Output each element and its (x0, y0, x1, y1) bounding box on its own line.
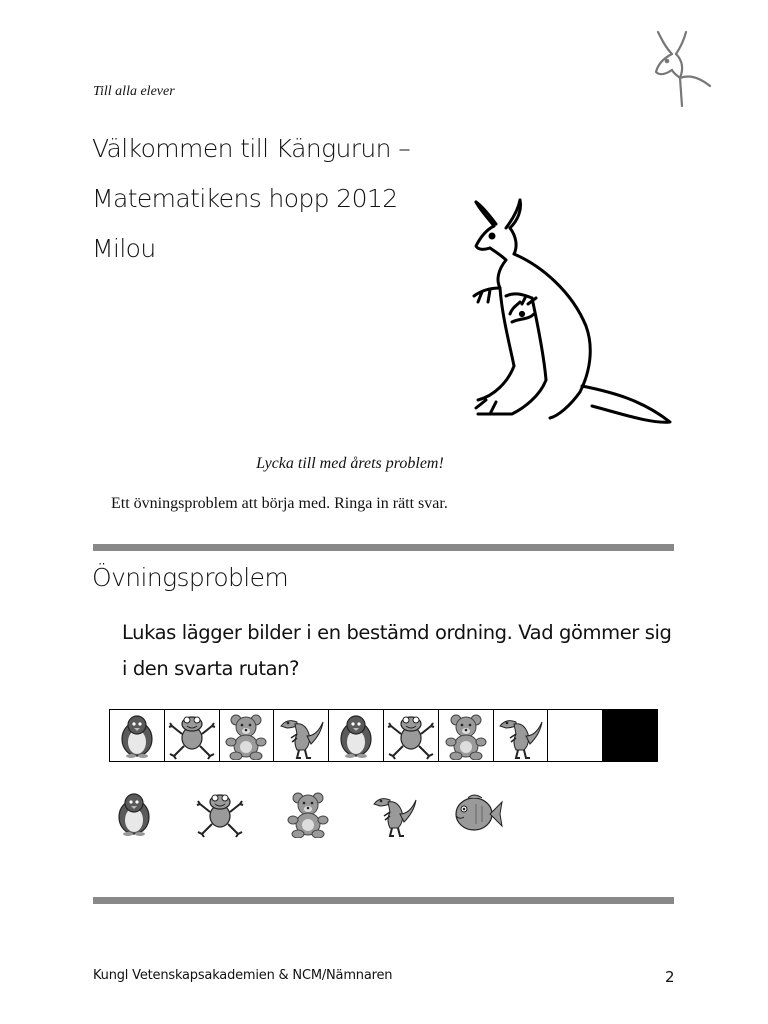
kangaroo-illustration (462, 196, 678, 432)
divider-bottom (93, 897, 674, 904)
page-title-line-2: Matematikens hopp 2012 (92, 184, 398, 213)
dinosaur-icon (277, 712, 325, 760)
frog-icon (387, 712, 435, 760)
sequence-cell-7 (439, 710, 494, 761)
page-number: 2 (665, 968, 675, 986)
penguin-icon (332, 712, 380, 760)
option-frog[interactable] (196, 790, 252, 846)
sequence-cell-empty (548, 710, 603, 761)
sequence-cell-3 (220, 710, 275, 761)
page-title-line-3: Milou (92, 234, 156, 263)
answer-options (110, 790, 550, 850)
teddy-bear-icon (442, 712, 490, 760)
kangaroo-logo-icon (650, 28, 725, 108)
sequence-cell-6 (384, 710, 439, 761)
frog-icon (196, 790, 252, 838)
option-teddy-bear[interactable] (284, 790, 340, 846)
sequence-cell-5 (329, 710, 384, 761)
sequence-cell-hidden (603, 710, 657, 761)
audience-label: Till alla elever (93, 84, 175, 99)
sequence-cell-2 (165, 710, 220, 761)
section-title: Övningsproblem (92, 563, 289, 592)
dinosaur-icon (370, 790, 426, 838)
frog-icon (168, 712, 216, 760)
teddy-bear-icon (284, 790, 340, 838)
footer-publisher: Kungl Vetenskapsakademien & NCM/Nämnaren (93, 968, 393, 983)
intro-text: Ett övningsproblem att börja med. Ringa in rätt svar. (111, 495, 448, 512)
penguin-icon (110, 790, 166, 838)
fish-icon (452, 790, 508, 838)
teddy-bear-icon (222, 712, 270, 760)
problem-text (122, 615, 682, 687)
picture-sequence (109, 709, 658, 762)
sequence-cell-4 (274, 710, 329, 761)
sequence-cell-8 (494, 710, 549, 761)
page-title-line-1: Välkommen till Kängurun – (92, 134, 411, 163)
problem-line-2: i den svarta rutan? (122, 657, 300, 680)
problem-line-1: Lukas lägger bilder i en bestämd ordning. Vad gömmer sig (122, 621, 672, 644)
sequence-cell-1 (110, 710, 165, 761)
dinosaur-icon (496, 712, 544, 760)
good-luck-text: Lycka till med årets problem! (256, 455, 444, 472)
option-fish[interactable] (452, 790, 508, 846)
penguin-icon (113, 712, 161, 760)
option-dinosaur[interactable] (370, 790, 426, 846)
option-penguin[interactable] (110, 790, 166, 846)
divider-top (93, 544, 674, 551)
